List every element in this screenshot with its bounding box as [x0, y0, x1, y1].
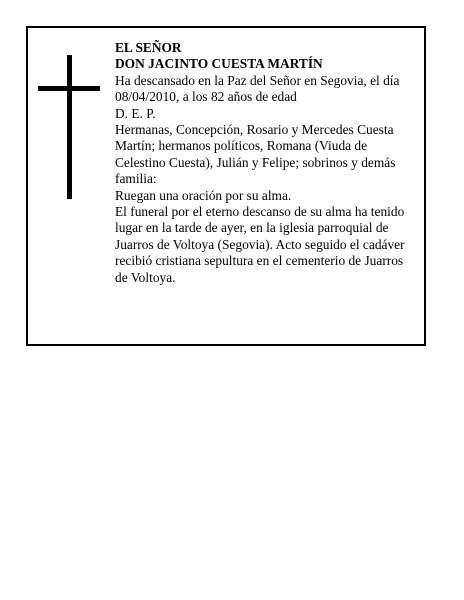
death-statement: Ha descansado en la Paz del Señor en Segovia, el día 08/04/2010, a los 82 años de edad: [115, 72, 400, 105]
cross-horizontal-bar: [38, 86, 100, 91]
family-list: Hermanas, Concepción, Rosario y Mercedes Cuesta Martín; hermanos políticos, Romana (Viuda de Celestino Cuesta), Julián y Felipe; sobrinos y demás familia:: [115, 122, 396, 187]
notice-text: [115, 40, 415, 286]
deceased-name: DON JACINTO CUESTA MARTÍN: [115, 56, 323, 72]
cross-icon: [38, 55, 100, 199]
notice-heading-title: EL SEÑOR: [115, 40, 182, 55]
funeral-details: El funeral por el eterno descanso de su alma ha tenido lugar en la tarde de ayer, en la iglesia parroquial de Juarros de Voltoya (Segovia). Acto seguido el cadáver recibió cristiana sepultura en el cementerio de Juarros de Voltoya.: [115, 204, 405, 285]
cross-vertical-bar: [67, 55, 72, 199]
obituary-notice: [26, 26, 426, 346]
prayer-request: Ruegan una oración por su alma.: [115, 187, 292, 203]
rip-line: D. E. P.: [115, 105, 156, 121]
